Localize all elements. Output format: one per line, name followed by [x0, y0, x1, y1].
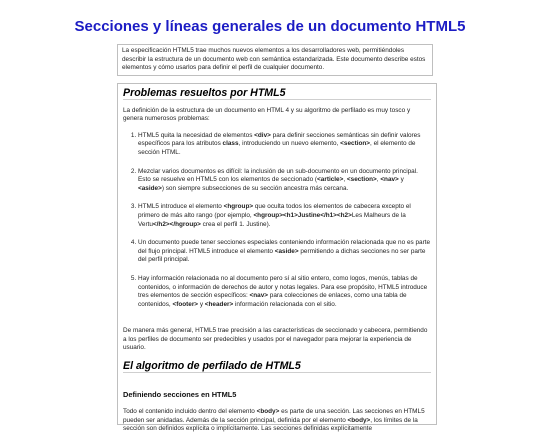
page-title: Secciones y líneas generales de un documento HTML5 [74, 18, 466, 35]
code-term: <body> [256, 408, 280, 416]
code-term: <aside> [138, 184, 162, 192]
item-text: y [198, 300, 205, 308]
item-text: para definir secciones semánticas sin definir valores específicos para los atributos [138, 131, 421, 148]
item-text: información relacionada con el sitio. [233, 300, 337, 308]
code-term: <aside> [274, 247, 299, 255]
code-term: <hgroup><h1>Justine</h1><h2> [253, 211, 352, 219]
list-item [138, 168, 431, 194]
code-term: <header> [204, 300, 234, 308]
code-term: </h2></hgroup> [152, 220, 201, 228]
item-text: crea el perfil 1. Justine). [200, 220, 271, 228]
code-term: <article> [317, 176, 344, 184]
intro-text: La especificación HTML5 trae muchos nuevos elementos a los desarrolladores web, permitiéndoles describir la estructura de un documento web con semántica estandarizada. Este documento describe estos elementos y cómo usarlos para definir el perfil de cualquier documento. [122, 47, 426, 72]
problems-list [123, 132, 431, 310]
list-item [138, 132, 431, 158]
item-text: que oculta todos los elementos de cabecera excepto el primero de más alto rango (por ejemplo, [138, 203, 411, 219]
intro-box [117, 44, 433, 76]
list-item [138, 275, 431, 309]
problems-closing: De manera más general, HTML5 trae precisión a las características de seccionado y cabecera, permitiendo a los perfiles de documento ser predecibles y usados por el navegador para mejorar la experiencia de usuario. [123, 327, 428, 352]
code-term: <footer> [172, 300, 199, 308]
code-term: <section> [340, 140, 371, 148]
item-text: , [343, 176, 347, 184]
item-text: para colecciones de enlaces, como una tabla de contenidos, [138, 292, 407, 308]
code-term: <div> [254, 131, 271, 139]
main-content [117, 83, 437, 433]
item-text: y [398, 176, 404, 184]
code-term: <nav> [380, 176, 399, 184]
subheading-defining-sections: Definiendo secciones en HTML5 [123, 389, 237, 399]
list-item [138, 239, 431, 265]
item-text: Hay información relacionada no al documento pero sí al sitio entero, como logos, menús, tablas de contenidos, o información de derechos de autor y notas legales. Para ese propósito, HTML5 introduce tres elementos de sección específicos: [138, 274, 428, 300]
item-text: Un documento puede tener secciones especiales conteniendo información relacionada que no es parte del flujo principal. HTML5 introduce el elemento [138, 239, 431, 255]
item-text: Mezclar varios documentos es difícil: la inclusión de un sub-documento en un documento principal. Esto se resuelve en HTML5 con los elementos de seccionado ( [138, 167, 418, 184]
code-term: class [222, 140, 239, 148]
item-text: Les Malheurs de la Vertu [138, 211, 406, 228]
code-term: <body> [347, 416, 371, 424]
item-text: , introduciendo un nuevo elemento, [238, 140, 341, 148]
item-text: permitiendo a dichas secciones no ser parte del perfil principal. [138, 247, 426, 264]
code-term: <nav> [249, 292, 269, 300]
item-text: , el elemento de sección HTML. [138, 140, 416, 156]
item-text: Todo el contenido incluido dentro del elemento [123, 408, 257, 416]
code-term: <section> [346, 176, 377, 184]
code-term: <hgroup> [223, 203, 254, 211]
item-text: HTML5 quita la necesidad de elementos [138, 131, 255, 139]
section-heading-problems: Problemas resueltos por HTML5 [123, 89, 431, 100]
section-heading-algorithm: El algoritmo de perfilado de HTML5 [123, 362, 431, 373]
item-text: , [376, 176, 381, 184]
defining-sections-paragraph [123, 408, 431, 434]
item-text: es parte de una sección. Las secciones en HTML5 pueden ser anidadas. Además de la sección principal, definida por el elemento [123, 408, 425, 424]
item-text: HTML5 introduce el elemento [138, 203, 224, 211]
item-text: ) son siempre subsecciones de su sección ancestra más cercana. [161, 184, 349, 192]
list-item [138, 203, 431, 229]
item-text: , los límites de la sección son definidos explícita o implícitamente. Las secciones definidas explícitamente [123, 416, 418, 433]
problems-lead: La definición de la estructura de un documento en HTML 4 y su algoritmo de perfilado es muy tosco y genera numerosos problemas: [123, 106, 411, 123]
